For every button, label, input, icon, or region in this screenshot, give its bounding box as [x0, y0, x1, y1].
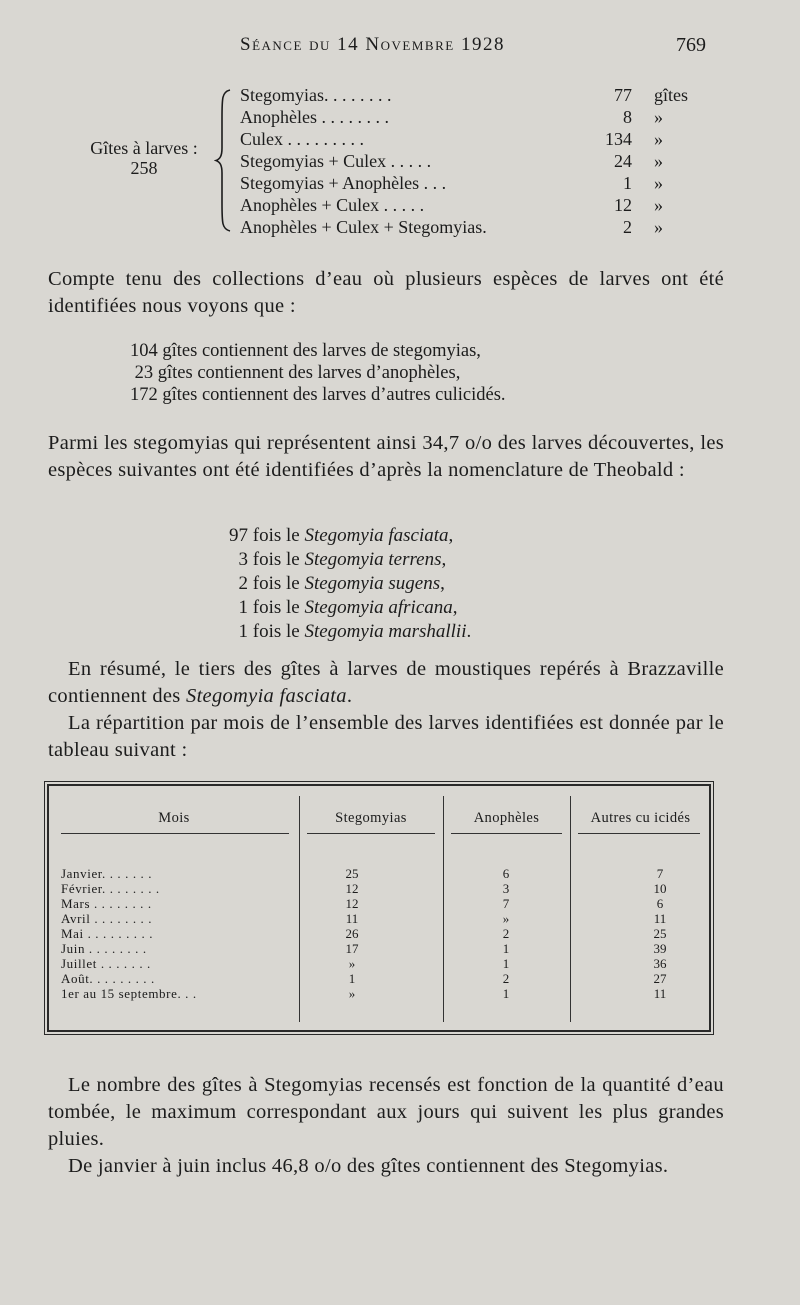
curly-brace-icon [214, 88, 234, 233]
gites-row: Stegomyias + Culex . . . . . 24 » [240, 151, 663, 171]
gites-row: Stegomyias + Anophèles . . . 1 » [240, 173, 663, 193]
paragraph-3: En résumé, le tiers des gîtes à larves de moustiques repérés à Brazzaville contiennent des Stegomyia fasciata. [48, 658, 724, 707]
gites-row: Anophèles . . . . . . . . 8 » [240, 107, 663, 127]
gites-label [74, 138, 214, 178]
paragraph-5: Le nombre des gîtes à Stegomyias recensés est fonction de la quantité d’eau tombée, le maximum correspondant aux jours qui suivent les plus grandes pluies. [48, 1074, 724, 1150]
header-rule [61, 833, 289, 834]
table-row: Mars . . . . . . . . 12 7 6 [61, 896, 664, 911]
page-number: 769 [676, 34, 706, 56]
header-anopheles: Anophèles [473, 810, 540, 826]
count-line: 172 gîtes contiennent des larves d’autres culicidés. [130, 385, 506, 405]
paragraph-1: Compte tenu des collections d’eau où plusieurs espèces de larves ont été identifiées nous voyons que : [48, 268, 724, 317]
header-stegomyias: Stegomyias [335, 810, 407, 826]
column-divider [443, 796, 444, 1022]
column-divider [299, 796, 300, 1022]
table-row: Juillet . . . . . . . » 1 36 [61, 956, 667, 971]
count-line: 23 gîtes contiennent des larves d’anophèles, [130, 363, 461, 383]
gites-label-text: Gîtes à larves : [90, 138, 198, 158]
column-divider [570, 796, 571, 1022]
table-row: Janvier. . . . . . . 25 6 7 [61, 866, 664, 881]
header-rule [578, 833, 700, 834]
species-row: 1 fois le Stegomyia africana, [238, 597, 458, 618]
paragraph-2: Parmi les stegomyias qui représentent ainsi 34,7 o/o des larves découvertes, les espèces suivantes ont été identifiées d’après la nomenclature de Theobald : [48, 432, 724, 481]
running-header [0, 34, 800, 64]
monthly-table [47, 784, 711, 1032]
header-rule [307, 833, 435, 834]
header-autres: Autres cu icidés [590, 810, 691, 826]
gites-total: 258 [130, 158, 158, 178]
gites-row: Stegomyias. . . . . . . . 77 gîtes [240, 85, 688, 105]
table-row: Février. . . . . . . . 12 3 10 [61, 881, 667, 896]
table-row: Août. . . . . . . . . 1 2 27 [61, 971, 667, 986]
table-row: 1er au 15 septembre. . . » 1 11 [61, 986, 667, 1001]
table-row: Avril . . . . . . . . 11 » 11 [61, 911, 667, 926]
gites-row: Anophèles + Culex + Stegomyias. 2 » [240, 217, 663, 237]
species-list [220, 524, 620, 644]
header-title: Séance du 14 Novembre 1928 [240, 34, 505, 55]
species-row: 2 fois le Stegomyia sugens, [238, 573, 445, 594]
species-row: 3 fois le Stegomyia terrens, [238, 549, 447, 570]
gites-row: Culex . . . . . . . . . 134 » [240, 129, 663, 149]
species-row: 97 fois le Stegomyia fasciata, [229, 525, 454, 546]
gites-list [240, 84, 690, 238]
count-line: 104 gîtes contiennent des larves de stegomyias, [130, 341, 481, 361]
header-mois: Mois [158, 810, 190, 826]
paragraph-4: La répartition par mois de l’ensemble des larves identifiées est donnée par le tableau suivant : [48, 712, 724, 761]
species-row: 1 fois le Stegomyia marshallii. [238, 621, 472, 642]
paragraph-6: De janvier à juin inclus 46,8 o/o des gîtes contiennent des Stegomyias. [68, 1155, 669, 1177]
table-row: Juin . . . . . . . . 17 1 39 [61, 941, 667, 956]
table-row: Mai . . . . . . . . . 26 2 25 [61, 926, 667, 941]
header-rule [451, 833, 562, 834]
gites-row: Anophèles + Culex . . . . . 12 » [240, 195, 663, 215]
